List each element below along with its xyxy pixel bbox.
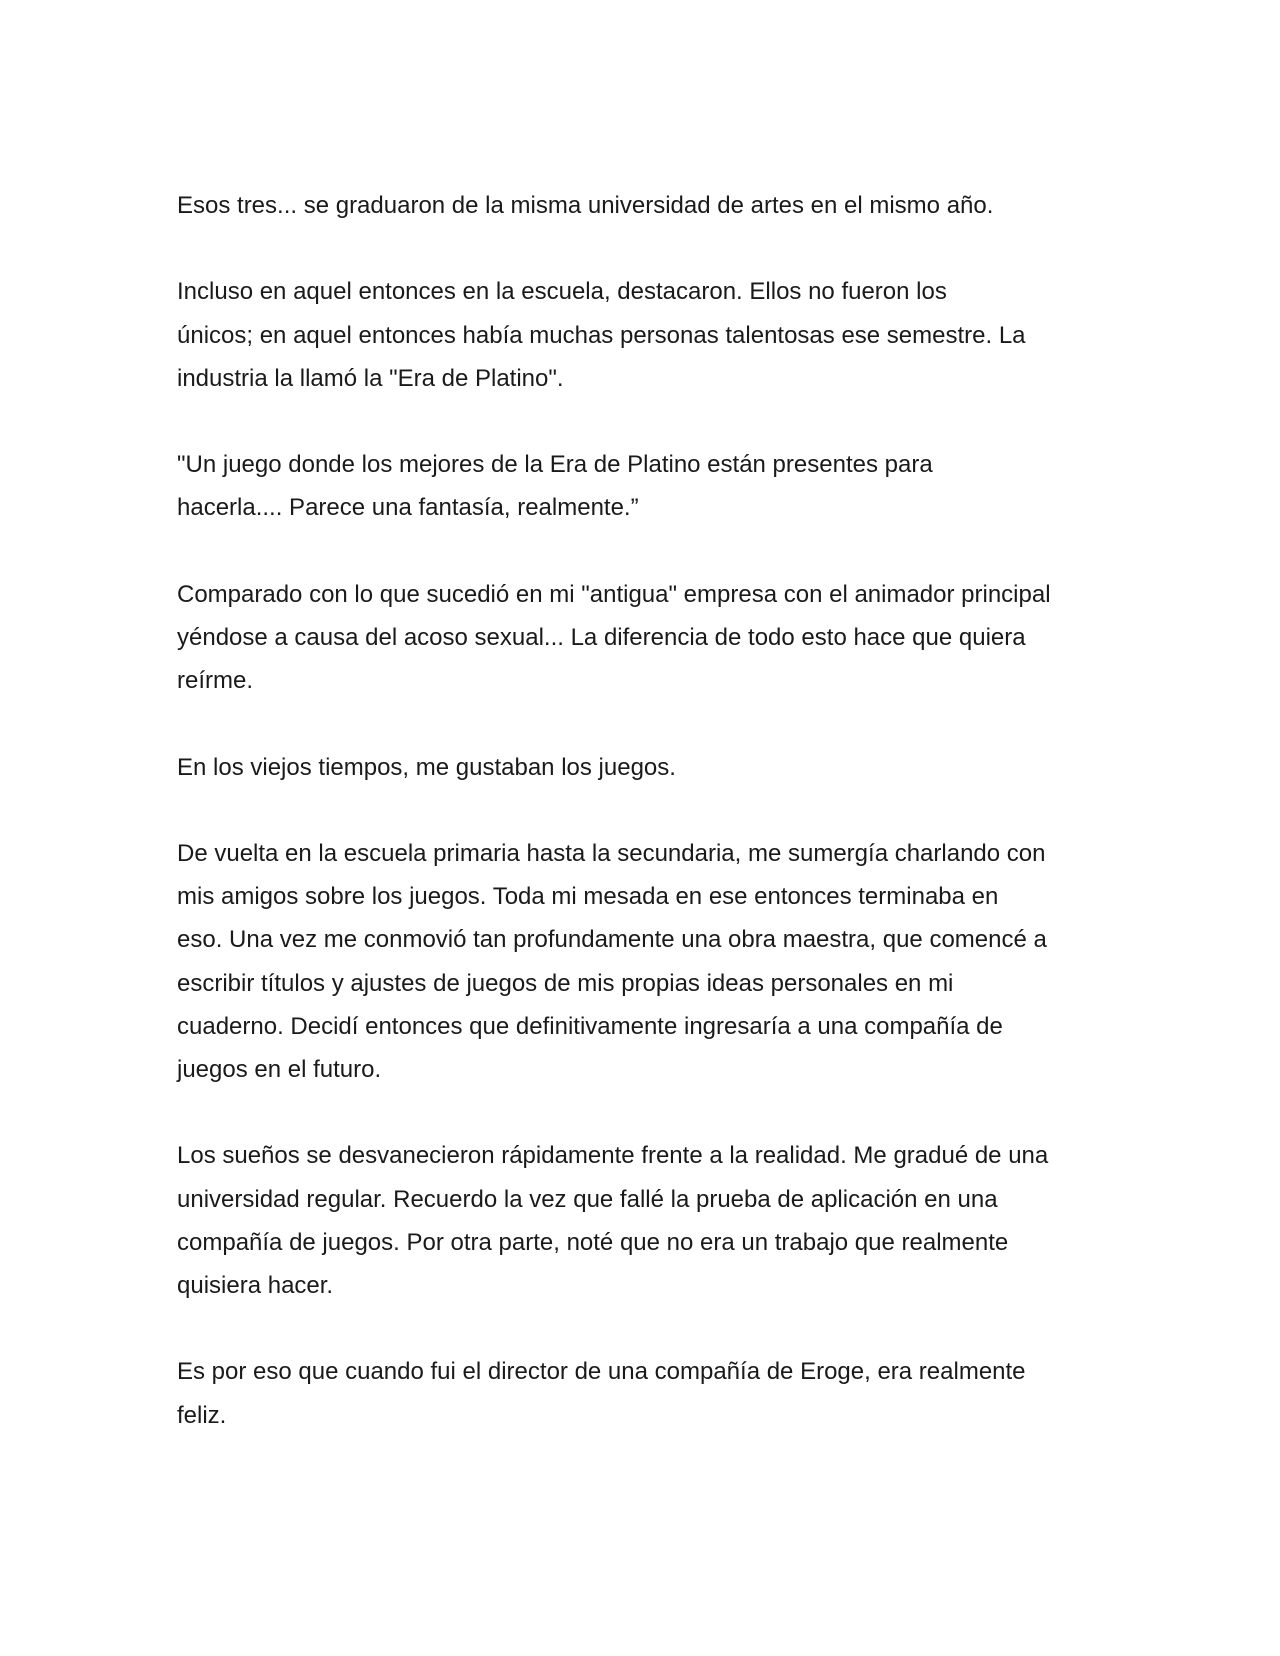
text-line: hacerla.... Parece una fantasía, realmente.” [177,494,639,522]
text-line: juegos en el futuro. [177,1055,382,1083]
text-line: cuaderno. Decidí entonces que definitivamente ingresaría a una compañía de [177,1012,1003,1040]
text-line: industria la llamó la "Era de Platino". [177,364,564,392]
text-line: Los sueños se desvanecieron rápidamente frente a la realidad. Me gradué de una [177,1142,1049,1170]
text-line: De vuelta en la escuela primaria hasta la secundaria, me sumergía charlando con [177,839,1046,867]
paragraph [177,573,1117,703]
document-body [177,184,1117,1480]
text-line: En los viejos tiempos, me gustaban los juegos. [177,753,676,781]
text-line: universidad regular. Recuerdo la vez que fallé la prueba de aplicación en una [177,1185,998,1213]
text-line: "Un juego donde los mejores de la Era de Platino están presentes para [177,451,933,479]
paragraph [177,832,1117,1091]
text-line: Esos tres... se graduaron de la misma universidad de artes en el mismo año. [177,192,994,219]
text-line: escribir títulos y ajustes de juegos de mis propias ideas personales en mi [177,969,954,997]
text-line: yéndose a causa del acoso sexual... La diferencia de todo esto hace que quiera [177,623,1026,651]
text-line: reírme. [177,667,254,695]
paragraph [177,746,1117,789]
paragraph [177,184,1117,227]
text-line: Comparado con lo que sucedió en mi "antigua" empresa con el animador principal [177,580,1051,608]
paragraph [177,1134,1117,1307]
text-line: compañía de juegos. Por otra parte, noté que no era un trabajo que realmente [177,1228,1009,1256]
text-line: Incluso en aquel entonces en la escuela, destacaron. Ellos no fueron los [177,278,947,306]
text-line: feliz. [177,1401,227,1429]
text-line: eso. Una vez me conmovió tan profundamente una obra maestra, que comencé a [177,926,1047,954]
paragraph [177,270,1117,400]
text-line: mis amigos sobre los juegos. Toda mi mesada en ese entonces terminaba en [177,883,999,911]
text-line: únicos; en aquel entonces había muchas personas talentosas ese semestre. La [177,321,1026,349]
text-line: quisiera hacer. [177,1271,334,1299]
paragraph [177,1350,1117,1436]
paragraph [177,443,1117,529]
text-line: Es por eso que cuando fui el director de una compañía de Eroge, era realmente [177,1358,1026,1386]
